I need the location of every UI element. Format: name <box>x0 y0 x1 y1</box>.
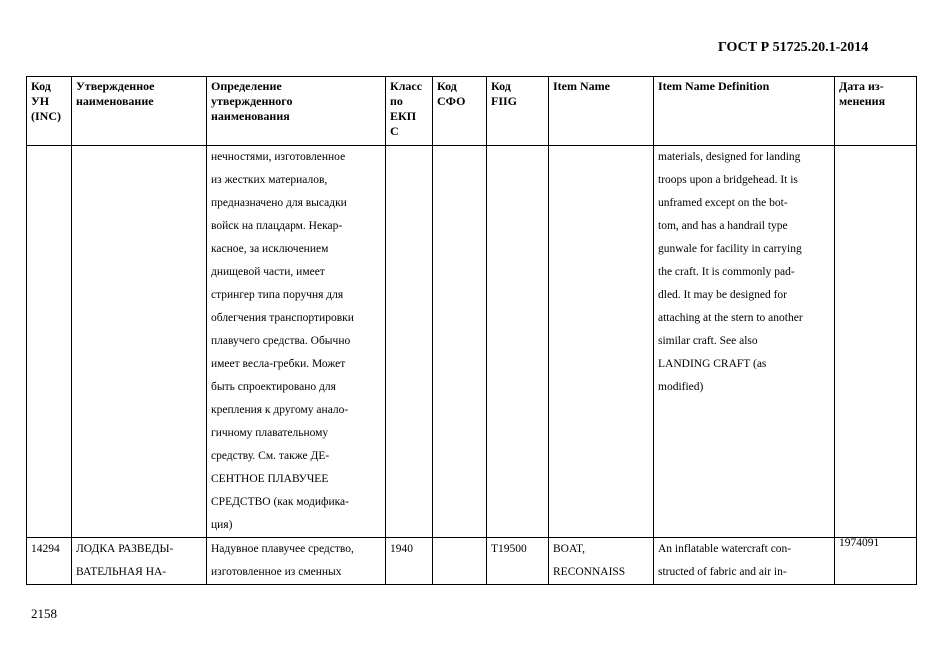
cell-item-name <box>549 146 654 538</box>
cell-item-name: BOAT, RECONNAISS <box>549 538 654 585</box>
catalog-table <box>26 76 917 585</box>
cell-date: 1974091 <box>835 538 917 585</box>
header-definition: Определение утвержденного наименования <box>207 77 386 146</box>
cell-inc <box>27 146 72 538</box>
table-row <box>27 538 917 585</box>
header-item-name: Item Name <box>549 77 654 146</box>
table-row <box>27 146 917 538</box>
header-date: Дата из- менения <box>835 77 917 146</box>
header-sfo: Код СФО <box>433 77 487 146</box>
cell-inc: 14294 <box>27 538 72 585</box>
header-item-definition: Item Name Definition <box>654 77 835 146</box>
header-class: Класс по ЕКП С <box>386 77 433 146</box>
cell-item-definition: An inflatable watercraft con- structed of fabric and air in- <box>654 538 835 585</box>
page-number: 2158 <box>31 606 57 621</box>
header-inc: Код УН (INC) <box>27 77 72 146</box>
cell-sfo <box>433 538 487 585</box>
cell-definition: нечностями, изготовленное из жестких материалов, предназначено для высадки войск на плацдарм. Некар- касное, за исключением днищевой части, имеет стрингер типа поручня для облегчения транспортировки плавучего средства. Обычно имеет весла-гребки. Может быть спроектировано для крепления к другому анало- гичному плавательному средству. См. также ДЕ- СЕНТНОЕ ПЛАВУЧЕЕ СРЕДСТВО (как модифика- ция) <box>207 146 386 538</box>
cell-fiig <box>487 146 549 538</box>
cell-definition: Надувное плавучее средство, изготовленное из сменных <box>207 538 386 585</box>
cell-date <box>835 146 917 538</box>
cell-item-definition: materials, designed for landing troops upon a bridgehead. It is unframed except on the bot- tom, and has a handrail type gunwale for facility in carrying the craft. It is commonly pad- dled. It may be designed for attaching at the stern to another similar craft. See also LANDING CRAFT (as modified) <box>654 146 835 538</box>
cell-approved-name: ЛОДКА РАЗВЕДЫ- ВАТЕЛЬНАЯ НА- <box>72 538 207 585</box>
table-header-row <box>27 77 917 146</box>
header-approved-name: Утвержденное наименование <box>72 77 207 146</box>
cell-class <box>386 146 433 538</box>
cell-fiig: T19500 <box>487 538 549 585</box>
cell-approved-name <box>72 146 207 538</box>
header-fiig: Код FIIG <box>487 77 549 146</box>
cell-class: 1940 <box>386 538 433 585</box>
cell-sfo <box>433 146 487 538</box>
standard-code: ГОСТ Р 51725.20.1-2014 <box>718 40 869 55</box>
